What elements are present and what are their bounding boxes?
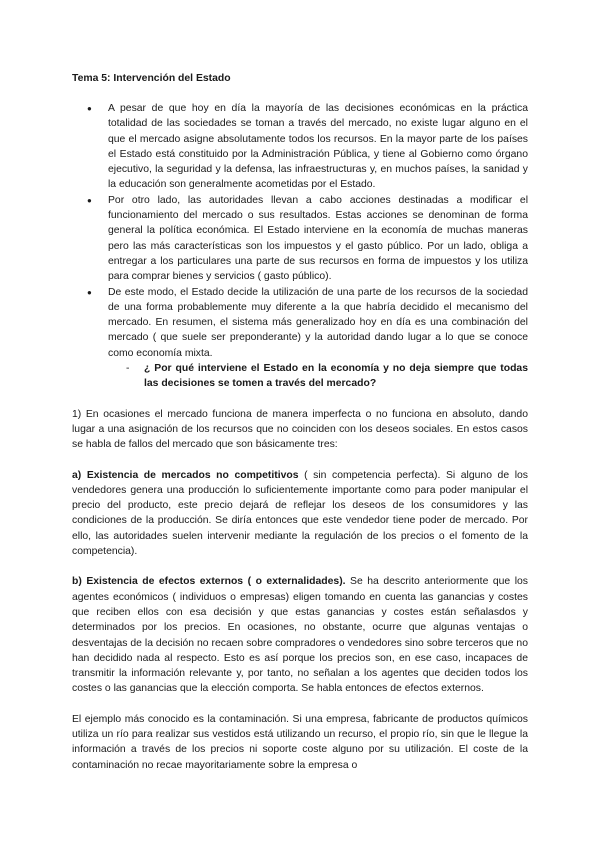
section-a-body: ( sin competencia perfecta). Si alguno de los vendedores genera una producción lo suficientemente importante como para poder manipular el precio del producto, este precio dejará de reflejar los deseos de los consumidores y las condiciones de la producción. Se diría entonces que este vendedor tiene poder de mercado. Por ello, las autoridades suelen intervenir mediante la regulación de los precios o el fomento de la competencia). xyxy=(72,469,528,558)
bullet-item: ● De este modo, el Estado decide la utilización de una parte de los recursos de la sociedad de una forma probablemente muy diferente a la que habría decidido el mecanismo del mercado. En resumen, el sistema más generalizado hoy en día es una combinación del mercado ( que suele ser preponderante) y la autoridad dando lugar a lo que se conoce como economía mixta. xyxy=(72,285,528,361)
section-b-paragraph xyxy=(72,574,528,696)
question-text: ¿ Por qué interviene el Estado en la economía y no deja siempre que todas las decisiones se tomen a través del mercado? xyxy=(144,363,528,390)
intro-paragraph: 1) En ocasiones el mercado funciona de manera imperfecta o no funciona en absoluto, dando lugar a una asignación de los recursos que no coinciden con los deseos sociales. En estos casos se habla de fallos del mercado que son básicamente tres: xyxy=(72,408,528,451)
bullet-item: ● A pesar de que hoy en día la mayoría de las decisiones económicas en la práctica totalidad de las sociedades se toman a través del mercado, no existe lugar alguno en el que el mercado asigne absolutamente todos los recursos. En la mayor parte de los países el Estado está constituido por la Administración Pública, y tiene al Gobierno como órgano ejecutivo, la seguridad y la defensa, las infraestructuras y, en muchos países, la sanidad y la educación son generalmente acometidas por el Estado. xyxy=(72,101,528,193)
dash-marker: - xyxy=(126,363,130,375)
bullet-item: ● Por otro lado, las autoridades llevan a cabo acciones destinadas a modificar el funcionamiento del mercado o sus resultados. Estas acciones se denominan de forma general la política económica. El Estado interviene en la economía de muchas maneras pero las más características son los impuestos y el gasto público. Por un lado, obliga a entregar a los particulares una parte de sus recursos en forma de impuestos y los utiliza para comprar bienes y servicios ( gasto público). xyxy=(72,193,528,285)
document-body xyxy=(72,71,528,773)
page-title: Tema 5: Intervención del Estado xyxy=(72,73,231,84)
section-b-heading: b) Existencia de efectos externos ( o externalidades). xyxy=(72,576,346,588)
bullet-list xyxy=(72,101,528,361)
key-question xyxy=(72,361,528,392)
section-b-body: Se ha descrito anteriormente que los agentes económicos ( individuos o empresas) eligen tomando en cuenta las ganancias y costes que reciben ellos con esa decisión y que estas ganancias y costes están señalasdos y determinados por los precios. En ocasiones, no obstante, ocurre que algunas ventajas o desventajas de la decisión no recaen sobre compradores o vendedores sino sobre terceros que no han decidido nada al respecto. Esto es así porque los precios son, en ese caso, incapaces de transmitir la información relevante y, por tanto, no señalan a los agentes que deciden todos los costes o las ganancias que la elección comporta. Se habla entonces de efectos externos. xyxy=(72,576,528,695)
section-a-heading: a) Existencia de mercados no competitivos xyxy=(72,469,299,481)
example-paragraph: El ejemplo más conocido es la contaminación. Si una empresa, fabricante de productos químicos utiliza un río para realizar sus vestidos está utilizando un recurso, el propio río, sin que le llegue la información a través de los precios ni soporte coste alguno por su utilización. El coste de la contaminación no recae mayoritariamente sobre la empresa o xyxy=(72,713,528,771)
section-a-paragraph xyxy=(72,468,528,560)
